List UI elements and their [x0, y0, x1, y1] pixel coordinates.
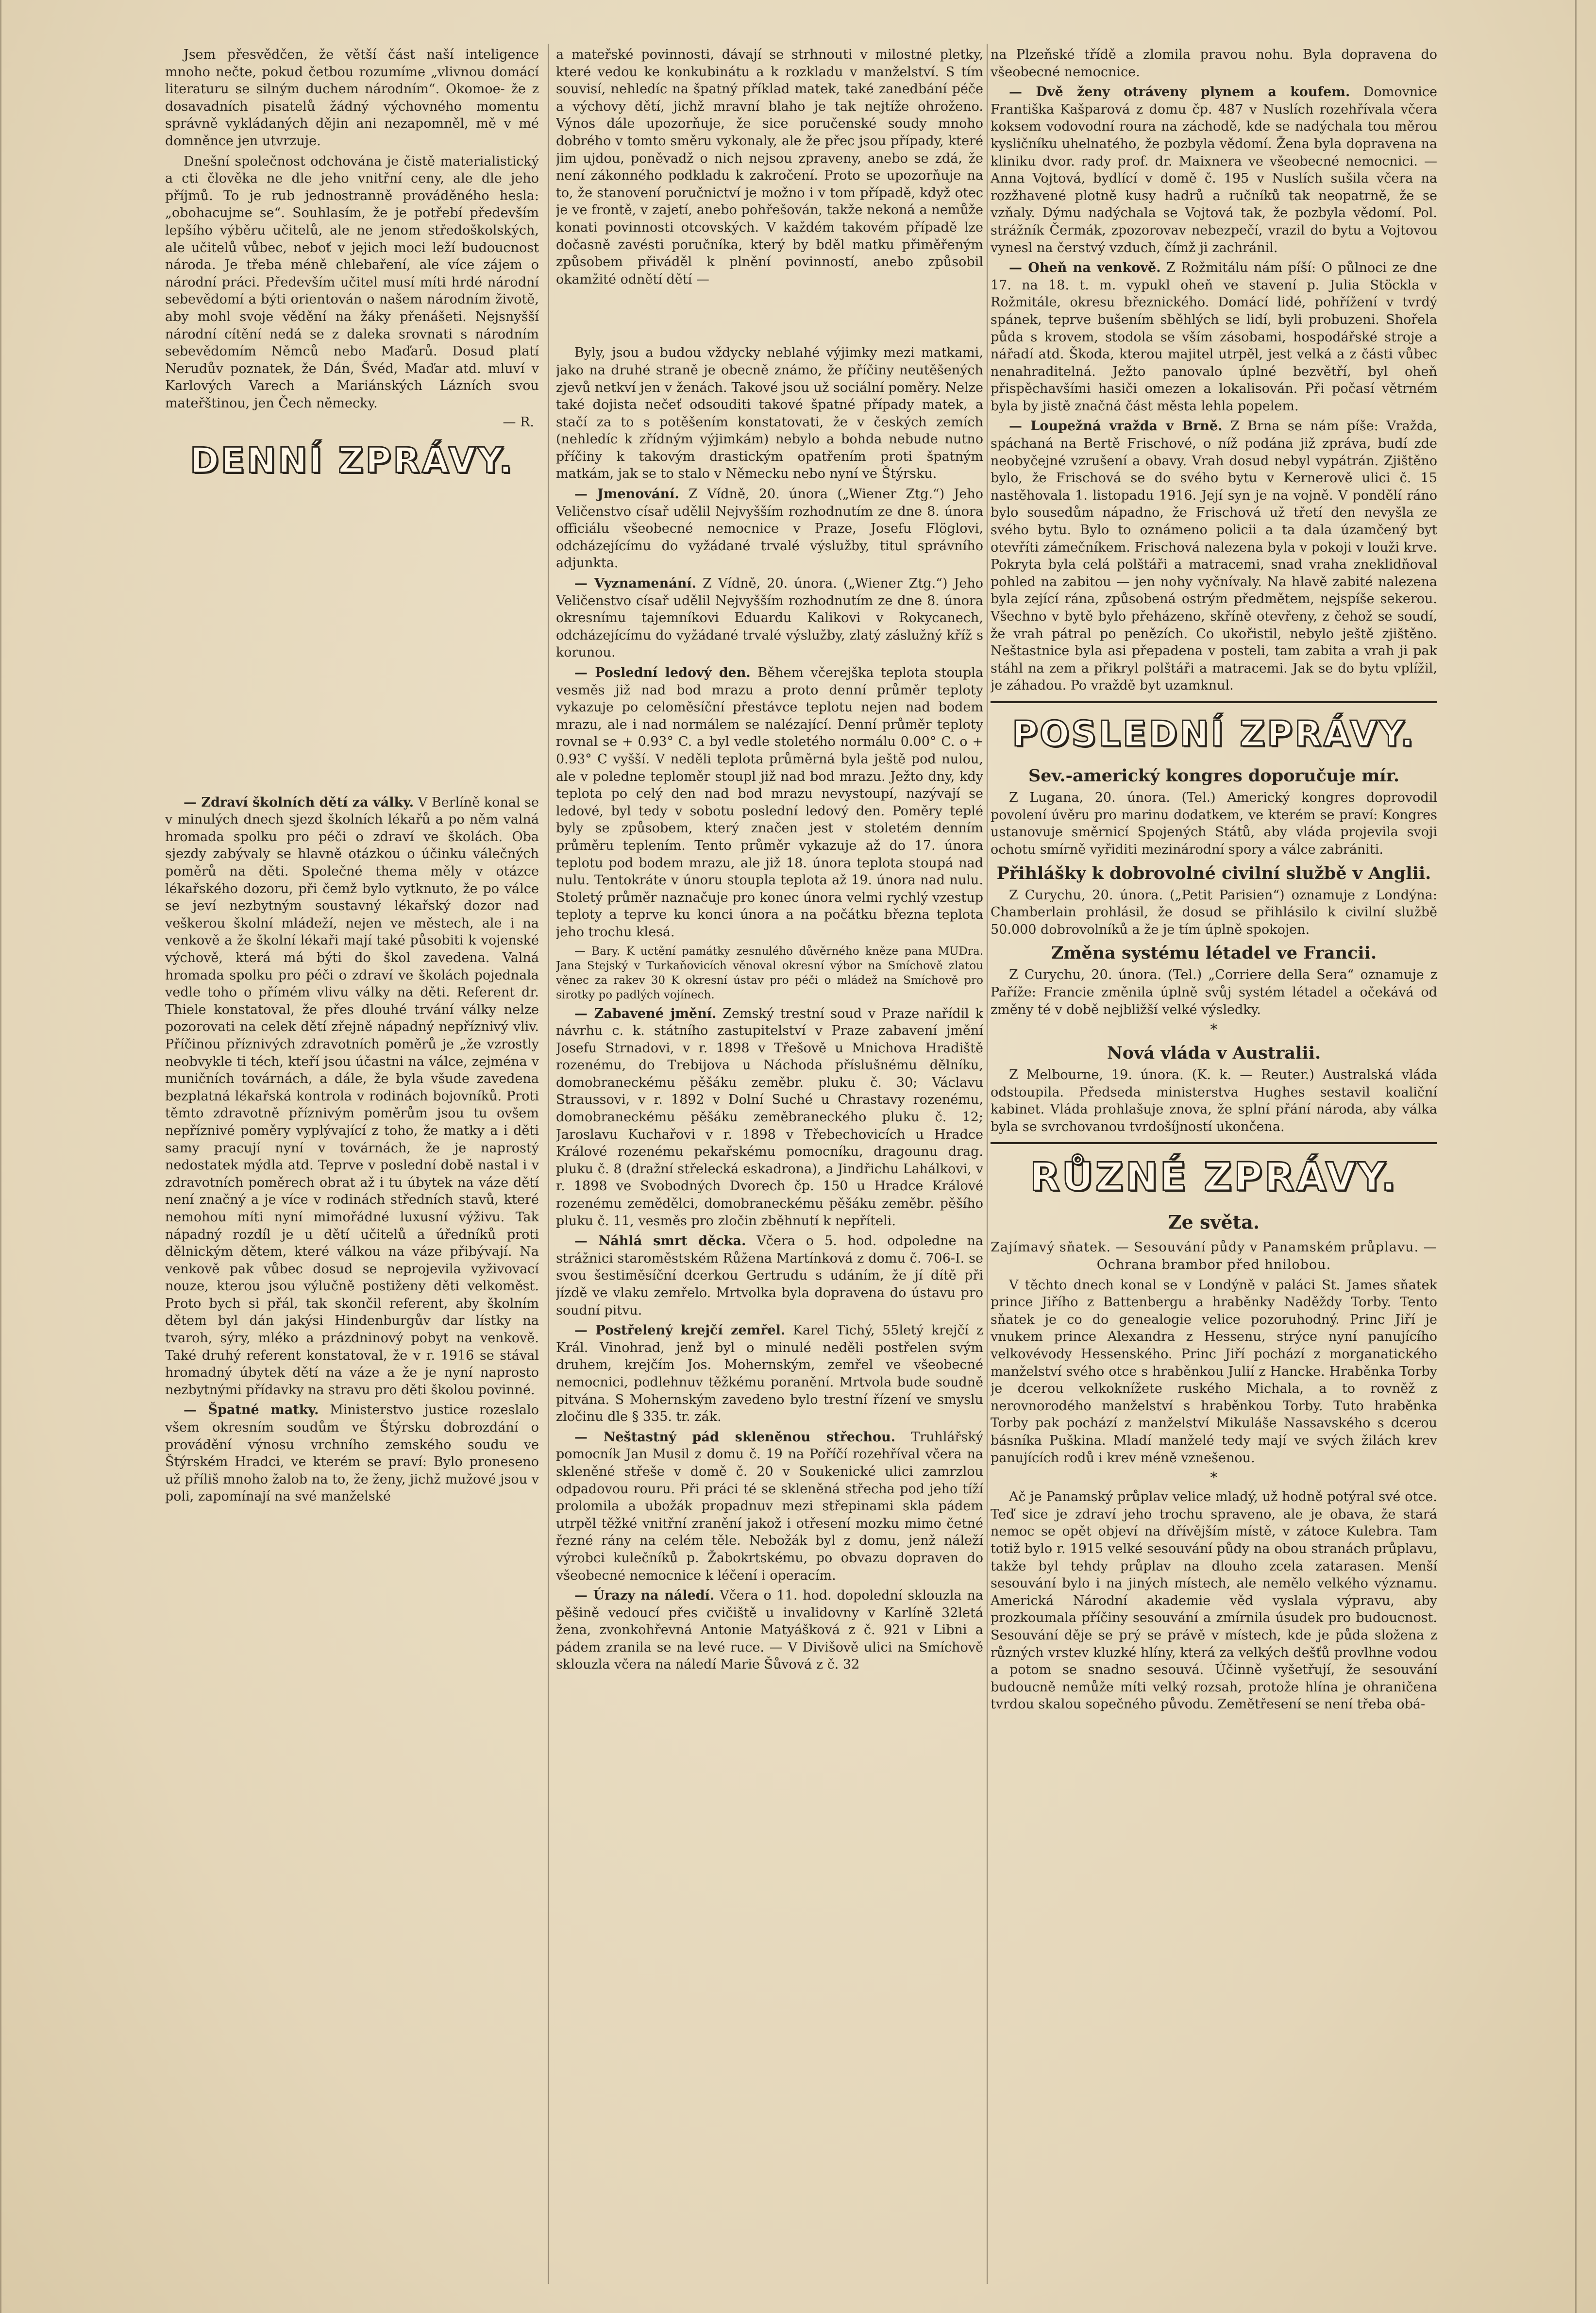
article-body: Včera o 11. hod. dopolední sklouzla na pěšině vedoucí přes cvičiště u invalidovny v Karlíně 32letá žena, zvonkohřevná Antonie Matyášková z č. 921 v Libni a pádem zranila se na levé ruce. — V Divišově ulici na Smíchově sklouzla včera na náledí Marie Šůvová z č. 32: [556, 1588, 983, 1672]
article-body: Včera o 5. hod. odpoledne na strážnici staroměstském Růžena Martínková z domu č. 706-I. se svou šestiměsíční dcerkou Gertrudu s udáním, že jí dítě při jízdě ve vlaku zemřelo. Mrtvolka byla dopravena do ústavu pro soudní pitvu.: [556, 1233, 983, 1318]
article-body: Domovnice Františka Kašparová z domu čp. 487 v Nuslích rozehřívala včera koksem vodovodní roura na záchodě, kde se nadýchala tou měrou kysličníku uhelnatého, že pozbyla vědomí. Žena byla dopravena na kliniku dvor. rady prof. dr. Maixnera ve všeobecné nemocnici. — Anna Vojtová, bydlící v domě č. 195 v Nuslích sušila včera na rozžhavené plotně kusy hadrů a ručníků tak neopatrně, že se vzňaly. Dýmu nadýchala se Vojtová tak, že pozbyla vědomí. Pol. strážník Čermák, zpozorovav nebezpečí, vrazil do bytu a Vojtovou vynesl na čerstvý vzduch, čímž ji zachránil.: [991, 84, 1437, 255]
article-lead: — Poslední ledový den.: [574, 665, 751, 680]
section-title-misc-news: RŮZNÉ ZPRÁVY.: [1030, 1154, 1398, 1200]
article-last-ice-day: [556, 664, 983, 941]
article-lead: — Oheň na venkově.: [1009, 260, 1161, 276]
article-body: Karel Tichý, 55letý krejčí z Král. Vinohrad, jenž byl o minulé neděli postřelen svým druhem, krejčím Jos. Mohernským, zemřel ve všeobecné nemocnici, podlehnuv těžkému poranění. Mrtvola bude soudně pitvána. S Mohernským zavedeno bylo trestní řízení ve smyslu zločinu dle § 335. tr. zák.: [556, 1323, 983, 1425]
article-lead: — Postřelený krejčí zemřel.: [574, 1323, 786, 1338]
article-france: Z Curychu, 20. února. (Tel.) „Corriere della Sera“ oznamuje z Paříže: Francie změnila úplně svůj systém létadel a očekává od změny té v době nejbližší velké výsledky.: [991, 967, 1437, 1017]
article-bad-mothers-continued: a mateřské povinnosti, dávají se strhnouti v milostné pletky, které vedou ke konkubinátu a k rozkladu v manželství. S tím souvisí, nehledíc na špatný příklad matek, také zanedbání péče a výchovy dětí, jichž mravní blaho je tak nejtíže ohroženo. Výnos dále upozorňuje, že sice poručenské soudy mnoho dobrého v tomto směru vykonaly, ale že přec jsou případy, které jim ujdou, poněvadž o nich nejsou zpraveny, anebo se zdá, že není zákonného podkladu k zakročení. Proto se upozorňuje na to, že stanovení poručnictví je možno i v tom případě, když otec je ve frontě, v zajetí, anebo pohřešován, takže nekoná a nemůže konati povinnosti otcovských. V každém takovém případě lze dočasně zavésti poručníka, který by bděl matku přiměřeným způsobem přiváděl k plnění povinností, anebo způsobil okamžité odnětí dětí —: [556, 47, 983, 287]
article-mother-tongue: Jsem přesvědčen, že větší část naší inteligence mnoho nečte, pokud četbou rozumíme „vlivnou domácí literaturu se silným duchem národním“. Okomoe- že z dosavadních pisatelů žádný výchovného momentu správně vykládaných dějin ani nezapomněl, mě v mé domněnce jen utvrzuje.: [165, 47, 539, 149]
column-rule-2: [987, 44, 988, 2284]
headline-france: Změna systému létadel ve Francii.: [1051, 943, 1377, 963]
article-lead: — Jmenování.: [574, 487, 679, 502]
article-lead: — Neštastný pád skleněnou střechou.: [574, 1429, 896, 1445]
article-ice-injuries-continued: na Plzeňské třídě a zlomila pravou nohu. Byla dopravena do všeobecné nemocnice.: [991, 47, 1437, 80]
article-tailor-died: [556, 1322, 983, 1426]
subheading-world: Ze světa.: [1168, 1211, 1260, 1233]
article-gas-poisoning: [991, 84, 1437, 256]
article-fire: [991, 259, 1437, 415]
article-exceptions: Byly, jsou a budou vždycky neblahé výjimky mezi matkami, jako na druhé straně je obecně známo, že příčiny neutěšených zjevů netkví jen v ženách. Takové jsou už sociální poměry. Nelze také dojista nečeť odsouditi takové špatné případy matek, a stačí za to s potěšením konstatovati, že v českých zemích (nehledíc k zřídným výjimkám) nebylo a bohda nebude nutno příčiny k takovým drastickým opatřením proti špatným matkám, jak se to stalo v Německu nebo nyní ve Štýrsku.: [556, 345, 983, 482]
section-divider: [991, 1142, 1437, 1144]
article-murder-brno: [991, 418, 1437, 694]
article-glass-roof-fall: [556, 1429, 983, 1584]
article-england: Z Curychu, 20. února. („Petit Parisien“) oznamuje z Londýna: Chamberlain prohlásil, že dosud se přihlásilo k civilní službě 50.000 dobrovolníků a že je tím úplně spokojen.: [991, 887, 1437, 937]
article-lead: — Dvě ženy otráveny plynem a koufem.: [1009, 84, 1350, 100]
section-title-daily-news: DENNÍ ZPRÁVY.: [190, 440, 514, 481]
article-body: Ministerstvo justice rozeslalo všem okresním soudům ve Štýrsku dobrozdání o provádění výnosu vrchního zemského soudu ve Štýrském Hradci, ve kterém se praví: Bylo proneseno už příliš mnoho žalob na to, že ženy, jichž mužové jsou v poli, zapomínají na své manželské: [165, 1402, 539, 1504]
article-body: Během včerejška teplota stoupla vesměs již nad bod mrazu a proto denní průměr teploty vykazuje po celoměsíční přestávce teplotu nejen nad bodem mrazu, ale i nad normálem se nalézající. Denní průměr teploty rovnal se + 0.93° C. a byl vedle stoletého normálu 0.00° C. o + 0.93° C vyšší. V neděli teplota průměrná byla ještě pod nulou, ale v poledne teploměr stoupl již nad bod mrazu. Ježto dny, kdy teplota po celý den nad bod mrazu nevystoupí, nazývají se ledové, byl tedy v sobotu poslední ledový den. Poměry teplé byly se způsobem, který značen jest v stoletém denním průměru teplením. Tento průměr vykazuje až do 17. února teplotu pod bodem mrazu, ale již 18. února teplota stoupá nad nulu. Tentokráte v únoru stoupla teplota až 19. února nad nulu. Stoletý průměr naznačuje pro konec února velmi rychlý vzestup teploty a teprve ku konci února a na počátku března teplota jeho trochu klesá.: [556, 665, 983, 940]
article-seized-property: [556, 1005, 983, 1230]
article-bad-mothers: [165, 1401, 539, 1505]
article-lead: — Vyznamenání.: [574, 576, 697, 591]
blank-area: [165, 493, 539, 794]
article-society: Dnešní společnost odchována je čistě materialistický a cti člověka ne dle jeho vnitřní ceny, ale dle jeho příjmů. To je rub jednostranně prováděného hesla: „obohacujme se“. Souhlasím, že je potřebí především lepšího výběru učitelů, ale ne jenom středoškolských, ale učitelů vůbec, neboť v jejich moci leží budoucnost národa. Je třeba méně chlebaření, ale více zájem o národní práci. Především učitel musí míti hrdé národní sebevědomí a býti orientován o našem národním životě, aby mohl svoje vědění na žáky přenášeti. Nejsnyšší národní cítění nedá se z daleka srovnati s národním sebevědomím Němců nebo Maďarů. Dosud platí Nerudův poznatek, že Dán, Švéd, Maďar atd. mluví v Karlových Varech a Mariánských Lázních svou mateřštinou, jen Čech německy.: [165, 153, 539, 411]
column-3: [991, 46, 1437, 2279]
headline-australia: Nová vláda v Australii.: [1107, 1043, 1321, 1064]
article-body: Z Vídně, 20. února. („Wiener Ztg.“) Jeho Veličenstvo císař udělil Nejvyšším rozhodnutím ze dne 8. února okresnímu tajemníkovi Eduardu Kalikovi v Rokycanech, odcházejícímu do vyžádané trvalé výslužby, zlatý záslužný kříž s korunou.: [556, 576, 983, 660]
article-body: Zemský trestní soud v Praze nařídil k návrhu c. k. státního zastupitelství v Praze zabavení jmění Josefu Strnadovi, v r. 1898 v Třešově u Mnichova Hradiště rozenému, do Trebijova u Náchoda příslušnému dělníku, domobraneckému pěšáku zeměbr. pluku č. 30; Václavu Straussovi, v r. 1892 v Dolní Suché u Chrastavy rozenému, domobraneckému pěšáku zeměbraneckého pluku č. 12; Jaroslavu Kuchařovi v r. 1898 v Třebechovicích u Hradce Králové rozenému pekařskému pomocníku, dragounu drag. pluku č. 8 (dražní střelecká eskadrona), a Jindřichu Lahálkovi, v r. 1898 ve Svobodných Dvorech čp. 150 u Hradce Králové rozenému zemědělci, domobraneckému pěšáku zeměbr. pěšího pluku č. 11, vesměs pro zločin zběhnutí k nepříteli.: [556, 1006, 983, 1229]
article-signature: — R.: [503, 415, 534, 430]
article-lead: — Úrazy na náledí.: [574, 1588, 715, 1604]
section-divider: [991, 701, 1437, 703]
headline-congress: Sev.-americký kongres doporučuje mír.: [1028, 766, 1400, 786]
article-body: Truhlářský pomocník Jan Musil z domu č. 19 na Poříčí rozehříval včera na skleněné střeše v domě č. 20 v Soukenické ulici zamrzlou odpadovou rouru. Při práci té se skleněná střecha pod jeho tíží prolomila a ubožák propadnuv mezi střepinami skla pádem utrpěl těžké vnitřní zranění jakož i otřesení mozku mimo četné řezné rány na celém těle. Nebožák byl z domu, jenž náleží výrobci kulečníků p. Žabokrtskému, po obvazu dopraven do všeobecné nemocnice k léčení i operacím.: [556, 1429, 983, 1583]
column-rule-1: [548, 44, 549, 2284]
article-congress: Z Lugana, 20. února. (Tel.) Americký kongres doprovodil povolení úvěru pro marinu dodatkem, ve kterém se praví: Kongres ustanovuje směrnicí Spojených Států, aby vláda projevila svoji ochotu smírně vyřiditi mezinárodní spory a válce zabrániti.: [991, 790, 1437, 857]
column-1: [165, 46, 539, 2279]
article-lead: — Náhlá smrt děcka.: [574, 1233, 746, 1249]
asterisk-separator: *: [1210, 1021, 1218, 1039]
asterisk-separator: *: [1210, 1469, 1218, 1487]
article-appointment: [556, 486, 983, 572]
article-body: Z Vídně, 20. února („Wiener Ztg.“) Jeho Veličenstvo císař udělil Nejvyšším rozhodnutím ze dne 8. února officiálu všeobecné nemocnice v Praze, Josefu Flöglovi, odcházejícímu do vyžádané trvalé výslužby, titul správního adjunkta.: [556, 487, 983, 571]
article-summary: Zajímavý sňatek. — Sesouvání půdy v Panamském průplavu. — Ochrana brambor před hnilobou.: [991, 1240, 1437, 1273]
article-lead: — Zabavené jmění.: [574, 1006, 717, 1021]
article-donation: — Bary. K uctění památky zesnulého důvěrného kněze pana MUDra. Jana Stejský v Turkaňovicích věnoval okresní výbor na Smíchově zlatou věnec za rakev 30 K okresní ústav pro péči o mládež na Smíchově pro sirotky po padlých vojínech.: [556, 945, 983, 1001]
article-sudden-death: [556, 1232, 983, 1319]
blank-area: [556, 291, 983, 344]
article-wedding: V těchto dnech konal se v Londýně v paláci St. James sňatek prince Jiřího z Battenbergu a hraběnky Naděždy Torby. Tento sňatek je co do genealogie velice pozoruhodný. Princ Jiří je vnukem prince Alexandra z Hessenu, strýce nyní panujícího velkovévody Hessenského. Princ Jiří pochází z morganatického manželství svého otce s hraběnkou Julií z Hancke. Hraběnka Torby je dcerou velkoknížete ruského Michala, a to rovněž z nerovnorodého manželství s hraběnkou Torby. Tuto hraběnka Torby pak pochází z manželství Mikuláše Nassavského s dcerou básníka Puškina. Mladí manželé tedy mají ve svých žilách krev panujících rodů i krev méně vznešenou.: [991, 1277, 1437, 1466]
article-panama: Ač je Panamský průplav velice mladý, už hodně potýral své otce. Teď sice je zdraví jeho trochu spraveno, ale je obava, že stará nemoc se opět objeví na dřívějším místě, v zátoce Kulebra. Tam totiž bylo r. 1915 velké sesouvání půdy na obou stranách průplavu, takže byl tehdy průplav na dlouho zcela zatarasen. Menší sesouvání bylo i na jiných místech, ale nemělo velkého významu. Americká Národní akademie věd vyslala výpravu, aby prozkoumala příčiny sesouvání a zmírnila úsudek pro budoucnost. Sesouvání děje se prý se právě v místech, kde je půda složena z různých vrstev kluzké hlíny, která za velkých dešťů provlhne vodou a potom se snadno sesouvá. Účinně vyšetřují, že sesouvání budoucně nemůže míti velký rozsah, protože hlína je ohraničena tvrdou skalou sopečného původu. Zemětřesení se není třeba obá-: [991, 1489, 1437, 1712]
article-body: Z Brna se nám píše: Vražda, spáchaná na Bertě Frischové, o níž podána již zpráva, budí zde neobyčejné vzrušení a obavy. Vrah dosud nebyl vypátrán. Zjištěno bylo, že Frischová se do svého bytu v Kernerově ulici č. 15 nastěhovala 1. listopadu 1916. Její syn je na vojně. V pondělí ráno bylo sousedům nápadno, že Frischová už třetí den nevyšla ze svého bytu. Bylo to oznámeno policii a ta dala úzamčený byt otevříti zámečníkem. Frischová nalezena byla v pokoji v louži krve. Pokryta byla celá polštáři a matracemi, snad vraha zneklidňoval pohled na zabitou — jen nohy vyčnívaly. Na hlavě zabité nalezena byla zející rána, způsobená ostrým předmětem, nejspíše sekerou. Všechno v bytě bylo přeházeno, skříně otevřeny, z čehož se soudí, že vrah pátral po penězích. Co ukořistil, nebylo ještě zjištěno. Neštastnice byla asi přepadena v posteli, tam zabita a vrah ji pak stáhl na zem a přikryl polštáři a matracemi. Jak se do bytu vplížil, je záhadou. Po vraždě byt uzamknul.: [991, 419, 1437, 693]
article-australia: Z Melbourne, 19. února. (K. k. — Reuter.) Australská vláda odstoupila. Předseda ministerstva Hughes sestavil koaliční kabinet. Vláda prohlašuje znova, že splní přání národa, aby válka byla se svrchovanou tvrdošíjností ukončena.: [991, 1067, 1437, 1134]
article-lead: — Zdraví školních dětí za války.: [184, 794, 414, 810]
article-body: V Berlíně konal se v minulých dnech sjezd školních lékařů a po něm valná hromada spolku pro péči o zdraví ve školách. Oba sjezdy zabývaly se hlavně otázkou o účinku válečných poměrů na děti. Společné thema měly v otázce lékařského dozoru, při čemž bylo vytknuto, že po válce se jeví nezbytným soustavný lékařský dozor nad veškerou školní mládeží, nejen ve městech, ale i na venkově a že školní lékaři mají také působiti k vojenské výchově, která má býti do škol zavedena. Valná hromada spolku pro péči o zdraví ve školách pojednala vedle toho o přímém vlivu války na děti. Referent dr. Thiele konstatoval, že přes dlouhé trvání války nelze pozorovati na celek dětí zřejně nápadný nepříznivý vliv. Příčinou příznivých zdravotních poměrů je „že vzrostly neobvykle ti téch, kteří jsou účastni na válce, zejména v muničních továrnách, a dále, že byla všude zavedena bezplatná lékařská kontrola v rodinách bojovníků. Proti těmto zdravotně příznivým poměrům jsou tu ovšem nepříznivé poměry vyplývající z toho, že matky a i děti samy pracují nyní v továrnách, že je naprostý nedostatek mýdla atd. Teprve v poslední době nastal i v zdravotních poměrech obrat až i tu úbytek na váze dětí není značný a je více v rodinách středních stavů, které nemohou míti nyní mimořádné luxusní výživu. Tak nápadný rozdíl je u dětí učitelů a úředníků proti dělnickým dětem, které válkou na váze přibývají. Na venkově pak vůbec dosud se neprojevila vyživovací nouze, kterou jsou výlučně postiženy děti velkoměst. Proto bych si přál, tak skončil referent, aby školním dětem byl dán jakýsi Hindenburgův dar lístky na tvaroh, sýry, mléko a prázdninový pobyt na venkově. Také druhý referent konstatoval, že v r. 1916 se stával hromadný úbytek dětí na váze a že je nyní naprosto nezbytnými přídavky na stravu pro děti školou povinné.: [165, 794, 539, 1398]
page-left-edge: [0, 0, 1, 2313]
article-decoration: [556, 575, 983, 661]
article-school-health: [165, 794, 539, 1399]
column-2: [556, 46, 983, 2279]
page-right-edge: [1575, 0, 1577, 2313]
section-title-latest-news: POSLEDNÍ ZPRÁVY.: [1012, 713, 1416, 754]
article-ice-injuries: [556, 1587, 983, 1673]
article-body: Z Rožmitálu nám píší: O půlnoci ze dne 17. na 18. t. m. vypukl oheň ve stavení p. Julia Stöckla v Rožmitále, okresu březnického. Domácí lidé, pohřížení v tvrdý spánek, teprve bušením sběhlých se lidí, byli probuzeni. Shořela půda s krovem, stodola se vším zásobami, hospodářské stroje a nářadí atd. Škoda, kterou majitel utrpěl, jest velká a z části vůbec nenahraditelná. Ježto panovalo úplné bezvětří, byl oheň přispěchavšími hasiči omezen a lokalisován. Při počasí větrném byla by jistě značná část města lehla popelem.: [991, 260, 1437, 414]
article-lead: — Loupežná vražda v Brně.: [1009, 419, 1223, 434]
article-lead: — Špatné matky.: [184, 1402, 319, 1418]
headline-england: Přihlášky k dobrovolné civilní službě v Anglii.: [996, 863, 1431, 883]
